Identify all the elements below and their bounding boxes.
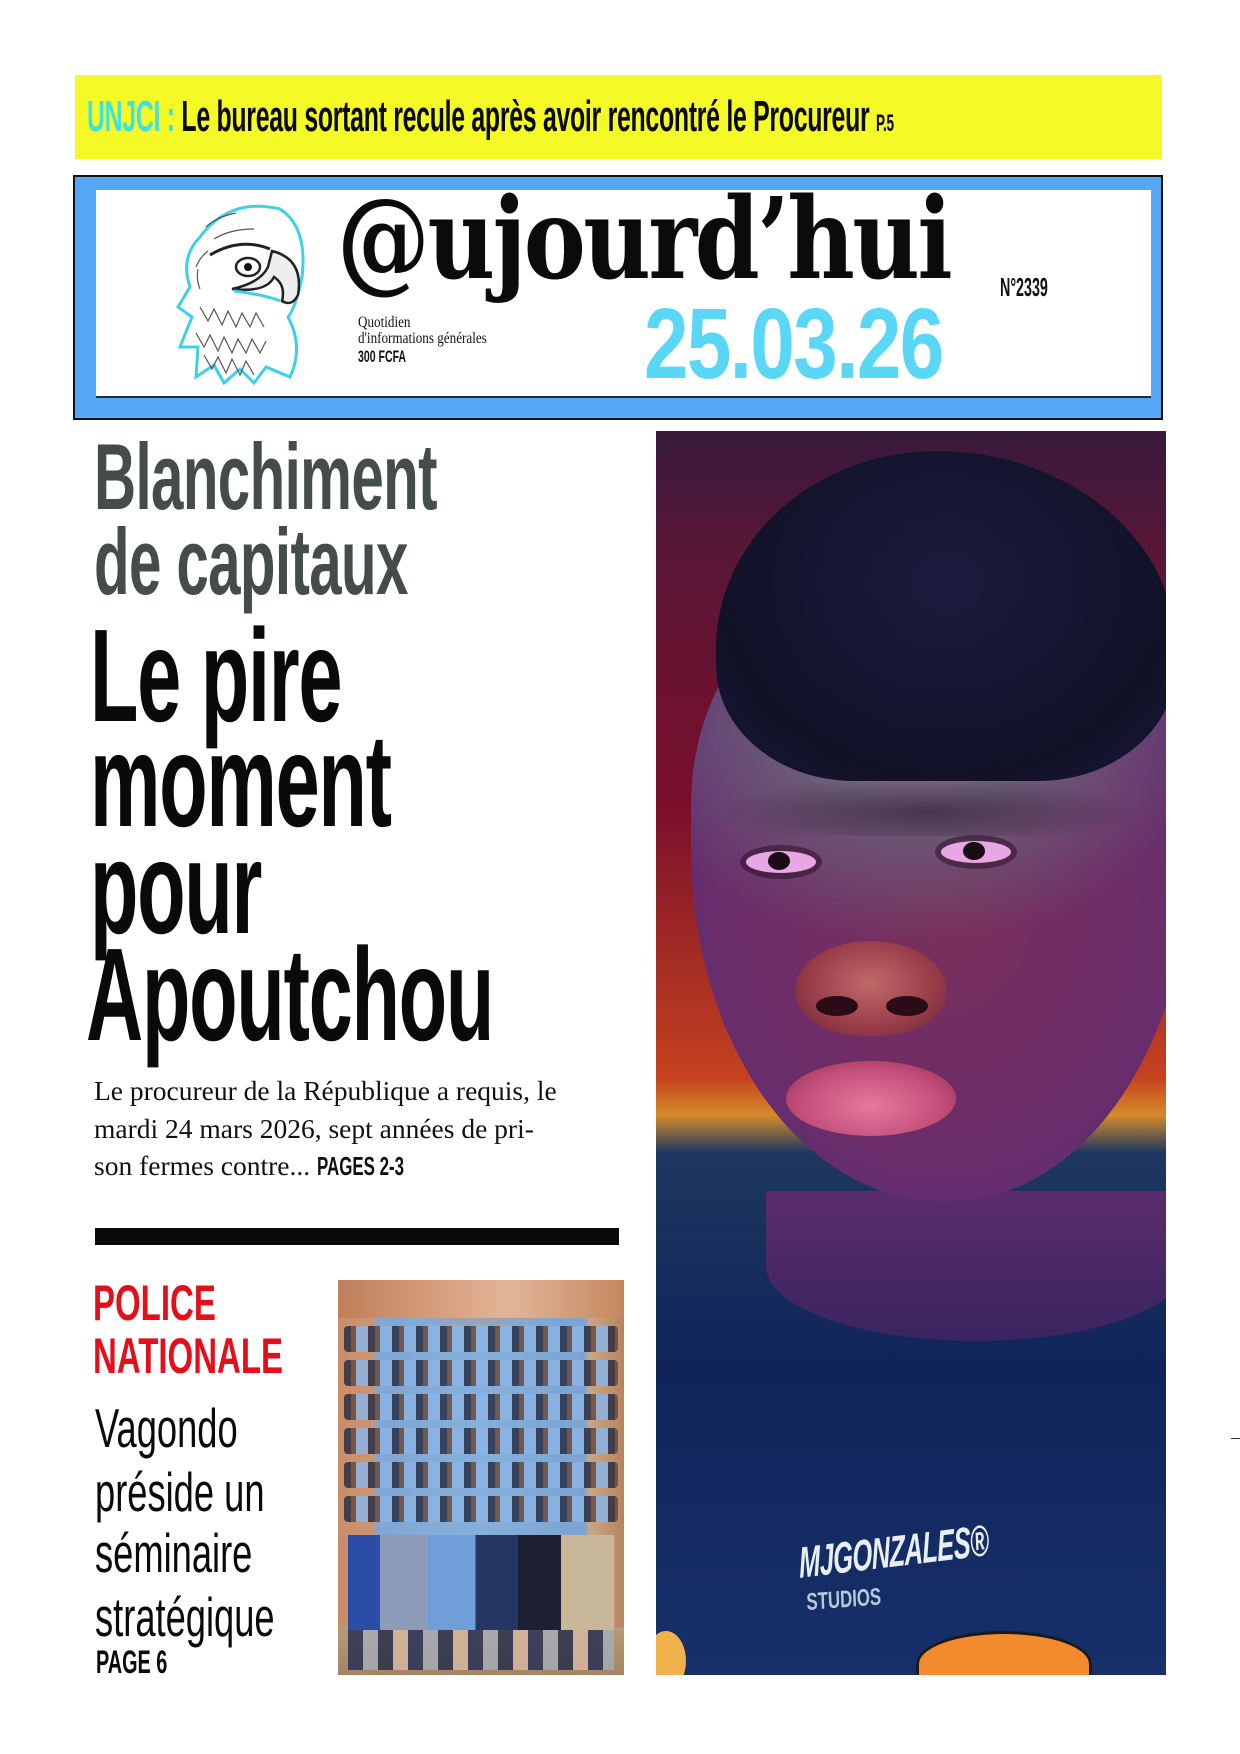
lead-headline-line-1[interactable]: Le pire [90,602,342,749]
shirt-brand-subtext: STUDIOS [806,1583,882,1616]
second-headline-line-2[interactable]: préside un [95,1461,265,1523]
second-headline-line-1[interactable]: Vagondo [95,1397,238,1459]
photo-lips [786,1061,956,1136]
lead-kicker-line-1[interactable]: Blanchiment [94,424,437,529]
photo-hand [656,1631,686,1675]
second-kicker-line-1[interactable]: POLICE [93,1275,216,1331]
photo-nostril [886,996,928,1016]
photo-hand [916,1631,1092,1675]
officer-row [344,1326,618,1352]
building-facade [338,1280,624,1318]
officer-row [344,1360,618,1386]
cover-price: 300 FCFA [358,347,407,366]
lead-summary [94,1072,654,1186]
shirt-brand-text: MJGONZALES® [798,1516,990,1588]
photo-hair [716,451,1166,781]
photo-eye-left [746,851,816,873]
section-divider [95,1228,619,1245]
officer-row [344,1496,618,1522]
teaser-headline: Le bureau sortant recule après avoir rencontré le Procureur [181,92,870,141]
eagle-head-icon [170,197,310,385]
second-headline-line-3[interactable]: séminaire [95,1522,253,1584]
lead-headline-line-3[interactable]: pour [90,814,262,961]
second-headline-line-4[interactable]: stratégique [95,1586,275,1648]
tagline-line-1: Quotidien [358,314,411,331]
issue-number: N°2339 [1000,272,1048,302]
edge-mark [1231,1438,1240,1439]
photo-nostril [816,996,858,1016]
lead-portrait-photo[interactable] [656,431,1166,1675]
newspaper-logo[interactable]: @ujourd’hui [337,174,951,305]
issue-date: 25.03.26 [644,288,943,400]
masthead [73,175,1163,420]
front-row-legs [348,1630,614,1670]
masthead-panel [96,174,1151,400]
lead-kicker-line-2[interactable]: de capitaux [94,509,408,614]
front-row-officials [348,1535,614,1630]
photo-neck [766,1191,1166,1341]
police-group-photo[interactable] [338,1280,624,1675]
lead-headline-line-2[interactable]: moment [90,707,391,854]
lede-line-2: mardi 24 mars 2026, sept années de pri- [94,1112,534,1144]
lede-line-3-text: son fermes contre... [94,1150,311,1181]
top-teaser-banner[interactable] [75,75,1162,159]
second-page-ref[interactable]: PAGE 6 [96,1644,168,1680]
tagline-line-2: d'informations générales [358,330,487,347]
teaser-text [87,92,894,141]
photo-nose [796,941,946,1036]
officer-row [344,1462,618,1488]
lead-headline-line-4[interactable]: Apoutchou [86,921,494,1068]
lead-page-ref[interactable]: PAGES 2-3 [316,1151,405,1181]
teaser-kicker: UNJCI : [87,92,175,141]
officer-row [344,1394,618,1420]
photo-brow [716,776,1136,836]
lede-line-1: Le procureur de la République a requis, le [94,1075,557,1106]
officer-row [344,1428,618,1454]
second-kicker-line-2[interactable]: NATIONALE [93,1328,284,1384]
teaser-page-ref: P.5 [876,110,894,137]
lede-line-3 [94,1147,654,1186]
tagline [358,315,487,347]
photo-eye-right [941,841,1011,863]
